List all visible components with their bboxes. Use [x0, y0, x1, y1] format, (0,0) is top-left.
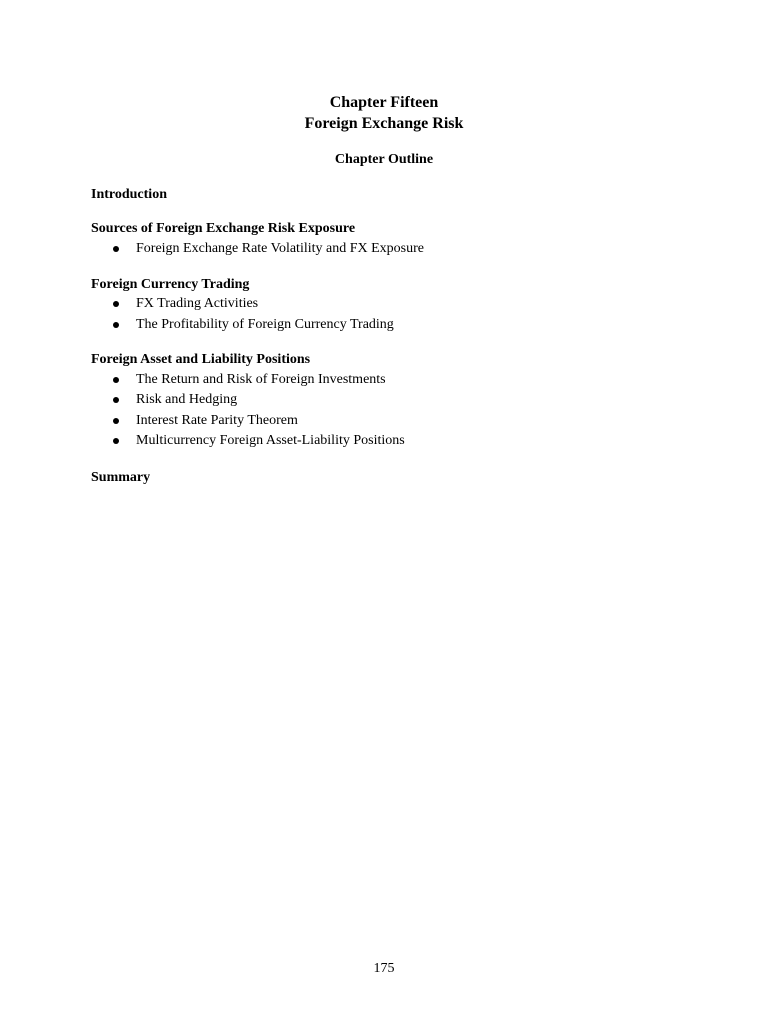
list-item-text: The Profitability of Foreign Currency Trading — [136, 317, 394, 332]
section-heading-summary: Summary — [91, 470, 151, 485]
list-item-text: Multicurrency Foreign Asset-Liability Positions — [136, 433, 405, 448]
list-item-text: Foreign Exchange Rate Volatility and FX Exposure — [136, 241, 424, 256]
page-number: 175 — [373, 961, 395, 976]
section-heading-introduction: Introduction — [91, 187, 167, 202]
list-item-text: The Return and Risk of Foreign Investments — [136, 372, 386, 387]
section-heading-asset-liability: Foreign Asset and Liability Positions — [91, 352, 311, 367]
list-item-text: Interest Rate Parity Theorem — [136, 413, 298, 428]
chapter-title: Foreign Exchange Risk — [304, 115, 464, 132]
section-heading-sources: Sources of Foreign Exchange Risk Exposure — [91, 221, 356, 236]
section-heading-currency-trading: Foreign Currency Trading — [91, 277, 250, 292]
list-item-text: FX Trading Activities — [136, 296, 259, 311]
list-item-text: Risk and Hedging — [136, 392, 238, 407]
chapter-number: Chapter Fifteen — [329, 94, 439, 111]
outline-heading: Chapter Outline — [334, 152, 434, 167]
